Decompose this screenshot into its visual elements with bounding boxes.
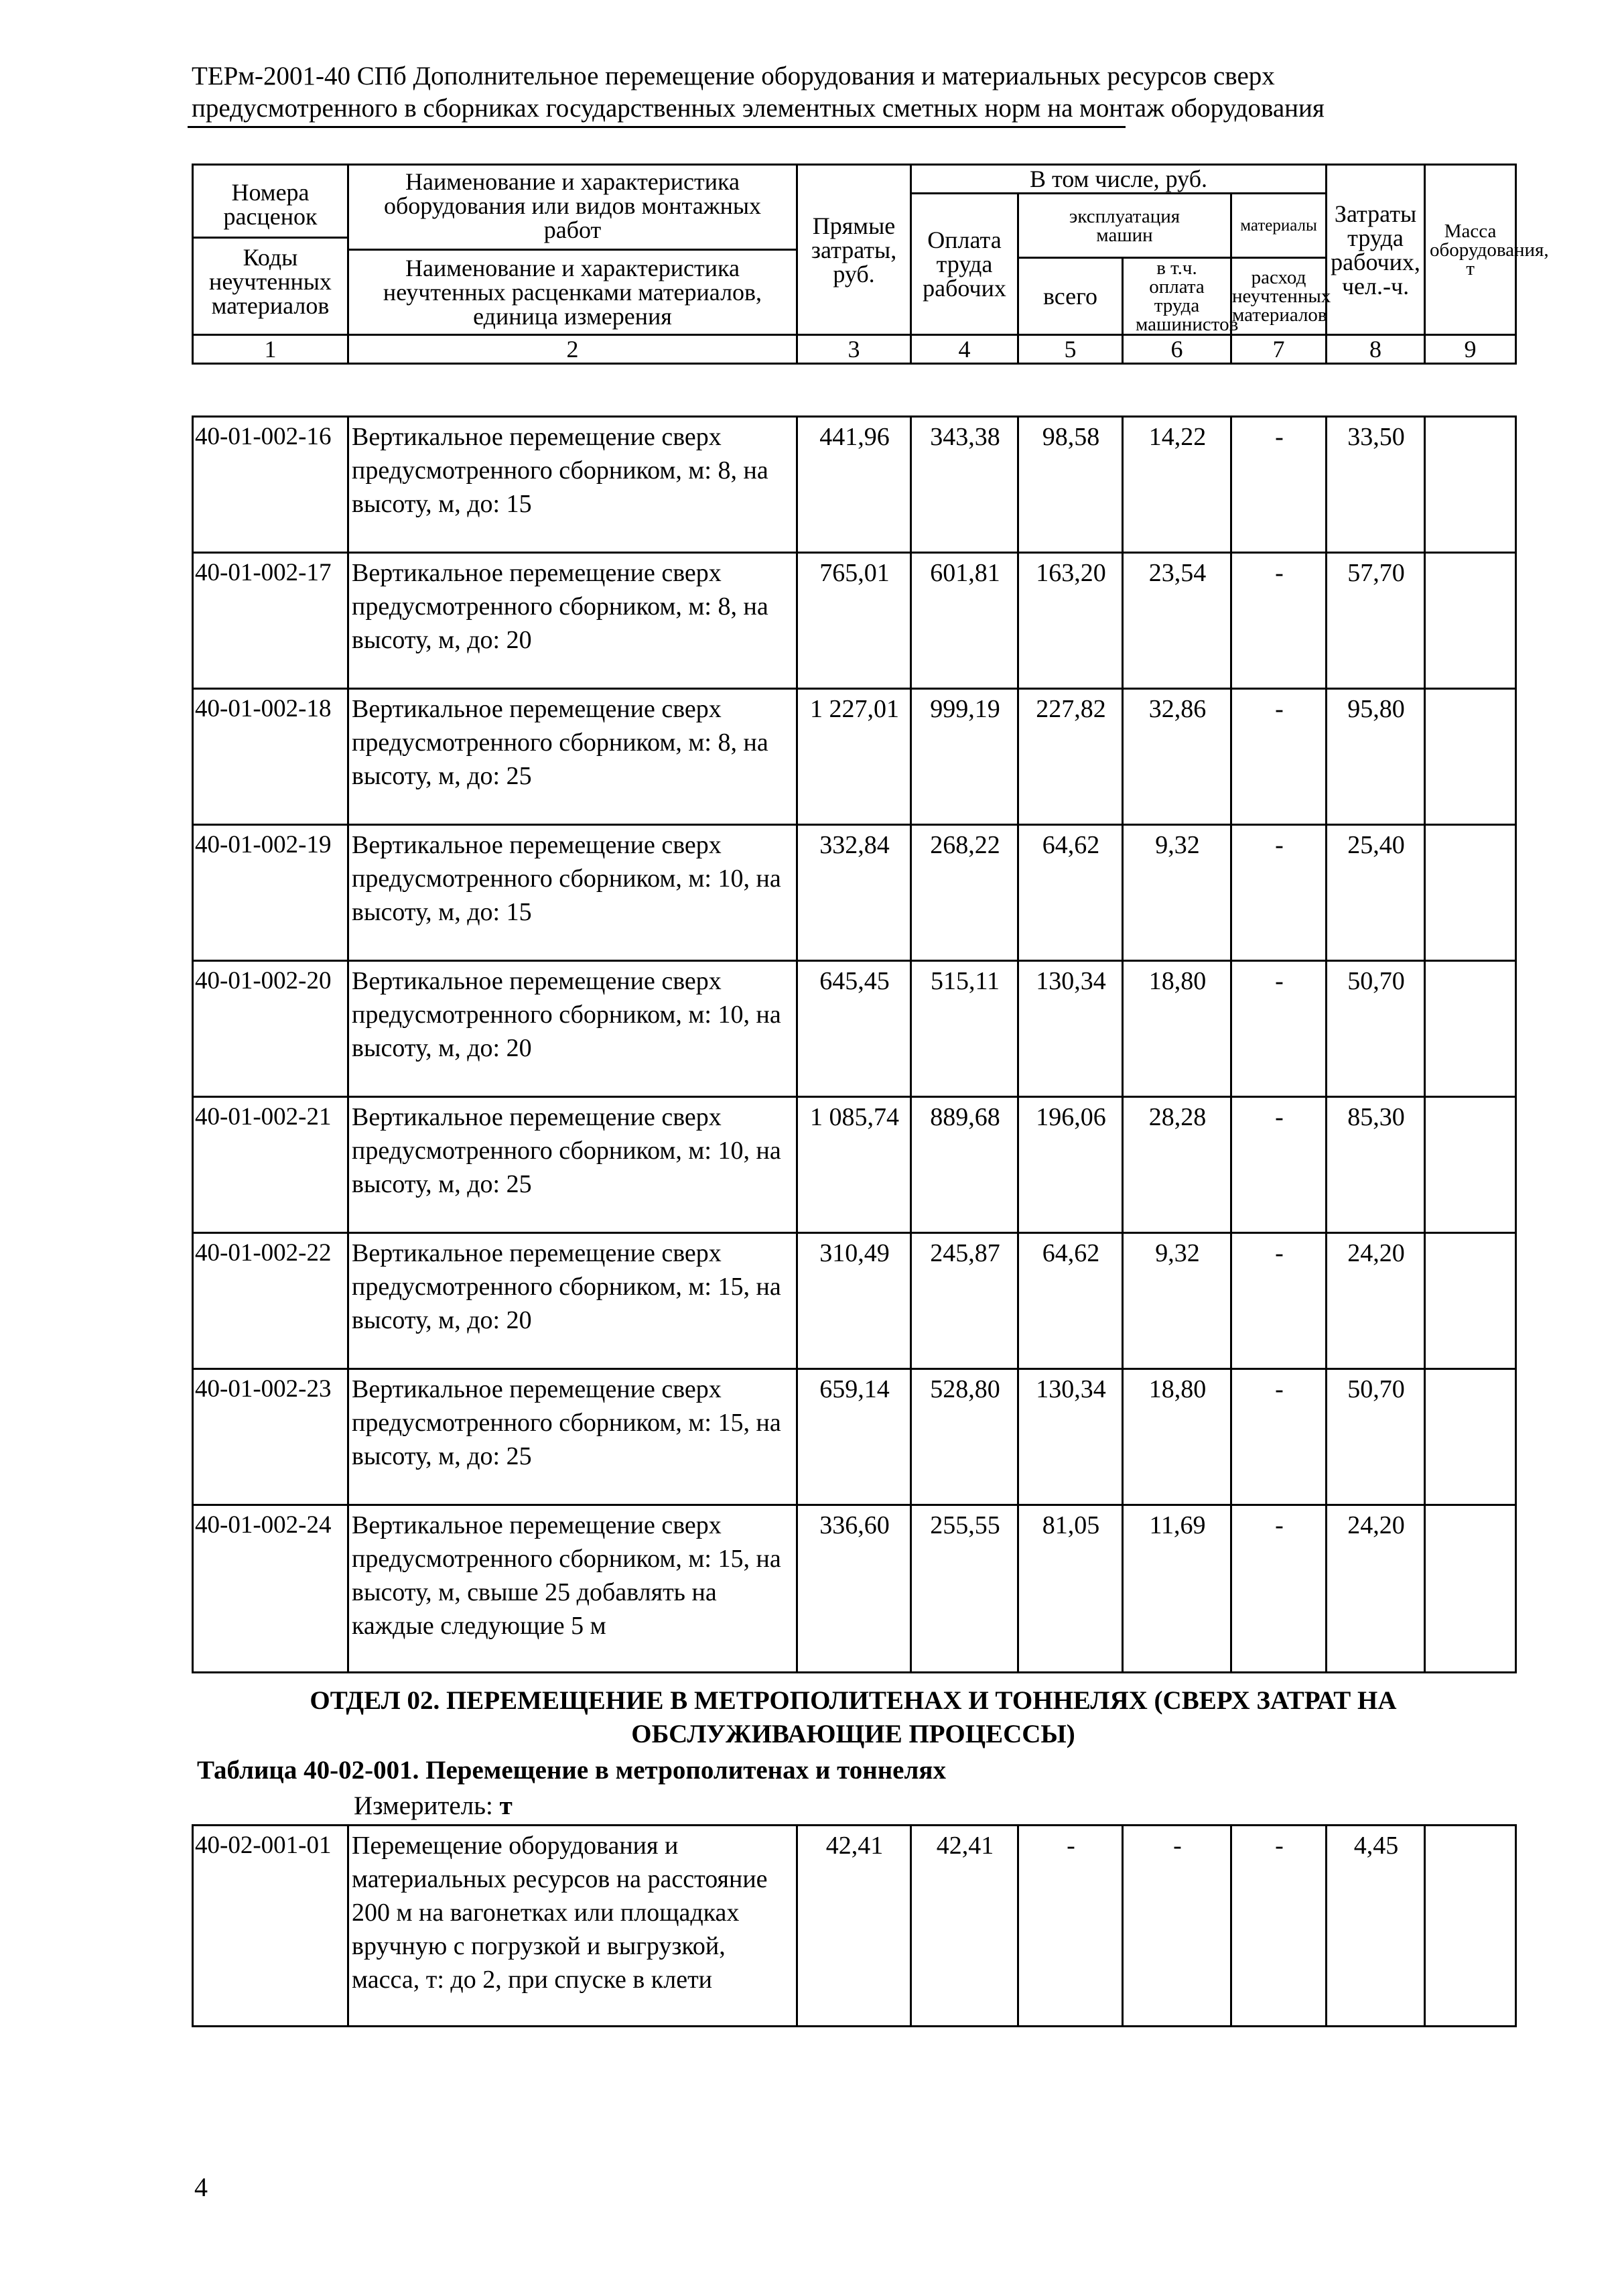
labor-pay-cell: 528,80 xyxy=(911,1369,1018,1505)
table-row xyxy=(193,1369,1516,1505)
machines-total-cell: 130,34 xyxy=(1018,961,1123,1097)
materials-cell: - xyxy=(1231,825,1327,961)
header-mass: Масса оборудования, т xyxy=(1425,165,1516,335)
mass-cell xyxy=(1425,1505,1516,1673)
rate-name: Вертикальное перемещение сверх предусмотренного сборником, м: 8, на высоту, м, до: 15 xyxy=(348,417,797,553)
machines-total-cell: 196,06 xyxy=(1018,1097,1123,1233)
labor-pay-cell: 889,68 xyxy=(911,1097,1018,1233)
direct-costs-cell: 1 085,74 xyxy=(797,1097,911,1233)
direct-costs-cell: 441,96 xyxy=(797,417,911,553)
header-labor-pay: Оплата труда рабочих xyxy=(911,194,1018,335)
document-header xyxy=(192,60,1525,125)
machinist-pay-cell: 32,86 xyxy=(1123,689,1231,825)
col-number: 6 xyxy=(1123,335,1231,364)
header-name-bottom-text: Наименование и характеристика неучтенных расценками материалов, единица измерения xyxy=(383,255,762,330)
labor-pay-cell: 343,38 xyxy=(911,417,1018,553)
machinist-pay-cell: 23,54 xyxy=(1123,553,1231,689)
labor-hours-cell: 24,20 xyxy=(1327,1505,1425,1673)
rate-name: Вертикальное перемещение сверх предусмотренного сборником, м: 15, на высоту, м, до: 25 xyxy=(348,1369,797,1505)
header-machines-total: всего xyxy=(1018,258,1123,335)
table-row xyxy=(193,553,1516,689)
materials-cell: - xyxy=(1231,1369,1327,1505)
table-row xyxy=(193,1826,1516,2027)
table-title: Таблица 40-02-001. Перемещение в метрополитенах и тоннелях xyxy=(197,1756,946,1785)
col-number: 9 xyxy=(1425,335,1516,364)
direct-costs-cell: 332,84 xyxy=(797,825,911,961)
labor-pay-cell: 245,87 xyxy=(911,1233,1018,1369)
mass-cell xyxy=(1425,961,1516,1097)
rate-code: 40-01-002-19 xyxy=(193,825,348,961)
metro-rates-table xyxy=(192,1824,1517,2027)
machines-total-cell: 64,62 xyxy=(1018,825,1123,961)
labor-pay-cell: 999,19 xyxy=(911,689,1018,825)
col-number: 2 xyxy=(348,335,797,364)
table-row xyxy=(193,689,1516,825)
machinist-pay-cell: - xyxy=(1123,1826,1231,2027)
rate-name: Вертикальное перемещение сверх предусмотренного сборником, м: 10, на высоту, м, до: 20 xyxy=(348,961,797,1097)
col-number: 1 xyxy=(193,335,348,364)
direct-costs-cell: 42,41 xyxy=(797,1826,911,2027)
rate-code: 40-01-002-23 xyxy=(193,1369,348,1505)
machines-total-cell: 81,05 xyxy=(1018,1505,1123,1673)
labor-pay-cell: 601,81 xyxy=(911,553,1018,689)
materials-cell: - xyxy=(1231,1097,1327,1233)
header-name-top-text: Наименование и характеристика оборудования или видов монтажных работ xyxy=(347,166,798,251)
header-labor-cost: Затраты труда рабочих, чел.-ч. xyxy=(1327,165,1425,335)
mass-cell xyxy=(1425,1369,1516,1505)
rate-code: 40-01-002-18 xyxy=(193,689,348,825)
rate-name: Вертикальное перемещение сверх предусмотренного сборником, м: 15, на высоту, м, до: 20 xyxy=(348,1233,797,1369)
table-row xyxy=(193,1097,1516,1233)
table-row xyxy=(193,961,1516,1097)
labor-hours-cell: 50,70 xyxy=(1327,961,1425,1097)
measure-line xyxy=(354,1789,513,1823)
header-name xyxy=(348,165,797,335)
labor-hours-cell: 50,70 xyxy=(1327,1369,1425,1505)
materials-cell: - xyxy=(1231,1826,1327,2027)
direct-costs-cell: 659,14 xyxy=(797,1369,911,1505)
rate-code: 40-01-002-24 xyxy=(193,1505,348,1673)
header-underline xyxy=(188,126,1126,128)
machinist-pay-cell: 9,32 xyxy=(1123,825,1231,961)
header-machines: эксплуатация машин xyxy=(1018,194,1231,258)
header-direct-costs: Прямые затраты, руб. xyxy=(797,165,911,335)
table-row xyxy=(193,417,1516,553)
materials-cell: - xyxy=(1231,553,1327,689)
labor-hours-cell: 95,80 xyxy=(1327,689,1425,825)
rate-name: Вертикальное перемещение сверх предусмотренного сборником, м: 8, на высоту, м, до: 20 xyxy=(348,553,797,689)
rate-code: 40-01-002-21 xyxy=(193,1097,348,1233)
rate-code: 40-01-002-16 xyxy=(193,417,348,553)
machines-total-cell: 163,20 xyxy=(1018,553,1123,689)
col-number: 4 xyxy=(911,335,1018,364)
materials-cell: - xyxy=(1231,689,1327,825)
machines-total-cell: 130,34 xyxy=(1018,1369,1123,1505)
mass-cell xyxy=(1425,1826,1516,2027)
labor-pay-cell: 515,11 xyxy=(911,961,1018,1097)
direct-costs-cell: 645,45 xyxy=(797,961,911,1097)
rates-table xyxy=(192,416,1517,1673)
rate-name: Вертикальное перемещение сверх предусмотренного сборником, м: 8, на высоту, м, до: 25 xyxy=(348,689,797,825)
header-numbers xyxy=(193,165,348,335)
header-including: В том числе, руб. xyxy=(911,165,1327,194)
header-machines-incl: в т.ч. оплата труда машинистов xyxy=(1123,258,1231,335)
direct-costs-cell: 765,01 xyxy=(797,553,911,689)
table-row xyxy=(193,825,1516,961)
machinist-pay-cell: 11,69 xyxy=(1123,1505,1231,1673)
labor-pay-cell: 42,41 xyxy=(911,1826,1018,2027)
header-line-1: ТЕРм-2001-40 СПб Дополнительное перемещение оборудования и материальных ресурсов сверх xyxy=(192,62,1275,90)
rate-code: 40-01-002-20 xyxy=(193,961,348,1097)
rate-name: Вертикальное перемещение сверх предусмотренного сборником, м: 15, на высоту, м, свыше 25 добавлять на каждые следующие 5 м xyxy=(348,1505,797,1673)
labor-hours-cell: 4,45 xyxy=(1327,1826,1425,2027)
materials-cell: - xyxy=(1231,1233,1327,1369)
machinist-pay-cell: 18,80 xyxy=(1123,961,1231,1097)
header-line-2: предусмотренного в сборниках государственных элементных сметных норм на монтаж оборудования xyxy=(192,94,1325,123)
column-header-table xyxy=(192,164,1549,365)
header-numbers-text: Номера расценок xyxy=(192,175,349,239)
rate-code: 40-01-002-22 xyxy=(193,1233,348,1369)
labor-hours-cell: 24,20 xyxy=(1327,1233,1425,1369)
labor-hours-cell: 33,50 xyxy=(1327,417,1425,553)
machines-total-cell: 227,82 xyxy=(1018,689,1123,825)
col-number: 7 xyxy=(1231,335,1327,364)
measure-label: Измеритель: xyxy=(354,1791,493,1820)
materials-cell: - xyxy=(1231,961,1327,1097)
col-number: 5 xyxy=(1018,335,1123,364)
direct-costs-cell: 310,49 xyxy=(797,1233,911,1369)
mass-cell xyxy=(1425,553,1516,689)
mass-cell xyxy=(1425,1233,1516,1369)
labor-hours-cell: 25,40 xyxy=(1327,825,1425,961)
rate-name: Перемещение оборудования и материальных ресурсов на расстояние 200 м на вагонетках или площадках вручную с погрузкой и выгрузкой, масса, т: до 2, при спуске в клети xyxy=(348,1826,797,2027)
rate-code: 40-02-001-01 xyxy=(193,1826,348,2027)
machinist-pay-cell: 14,22 xyxy=(1123,417,1231,553)
labor-hours-cell: 85,30 xyxy=(1327,1097,1425,1233)
direct-costs-cell: 336,60 xyxy=(797,1505,911,1673)
mass-cell xyxy=(1425,689,1516,825)
page-number: 4 xyxy=(194,2172,208,2202)
mass-cell xyxy=(1425,825,1516,961)
rate-name: Вертикальное перемещение сверх предусмотренного сборником, м: 10, на высоту, м, до: 15 xyxy=(348,825,797,961)
materials-cell: - xyxy=(1231,1505,1327,1673)
rate-name: Вертикальное перемещение сверх предусмотренного сборником, м: 10, на высоту, м, до: 25 xyxy=(348,1097,797,1233)
header-materials-sub: расход неучтенных материалов xyxy=(1231,258,1327,335)
machinist-pay-cell: 18,80 xyxy=(1123,1369,1231,1505)
materials-cell: - xyxy=(1231,417,1327,553)
section-title: ОТДЕЛ 02. ПЕРЕМЕЩЕНИЕ В МЕТРОПОЛИТЕНАХ И ТОННЕЛЯХ (СВЕРХ ЗАТРАТ НА ОБСЛУЖИВАЮЩИЕ ПРОЦЕССЫ) xyxy=(310,1686,1397,1748)
mass-cell xyxy=(1425,417,1516,553)
direct-costs-cell: 1 227,01 xyxy=(797,689,911,825)
machines-total-cell: 98,58 xyxy=(1018,417,1123,553)
machinist-pay-cell: 28,28 xyxy=(1123,1097,1231,1233)
machines-total-cell: 64,62 xyxy=(1018,1233,1123,1369)
table-row xyxy=(193,1233,1516,1369)
labor-pay-cell: 255,55 xyxy=(911,1505,1018,1673)
table-row xyxy=(193,1505,1516,1673)
col-number: 3 xyxy=(797,335,911,364)
machines-total-cell: - xyxy=(1018,1826,1123,2027)
machinist-pay-cell: 9,32 xyxy=(1123,1233,1231,1369)
rate-code: 40-01-002-17 xyxy=(193,553,348,689)
col-number: 8 xyxy=(1327,335,1425,364)
mass-cell xyxy=(1425,1097,1516,1233)
labor-hours-cell: 57,70 xyxy=(1327,553,1425,689)
header-materials: материалы xyxy=(1231,194,1327,258)
labor-pay-cell: 268,22 xyxy=(911,825,1018,961)
measure-unit: т xyxy=(499,1791,513,1820)
header-codes-text: Коды неучтенных материалов xyxy=(209,244,332,319)
